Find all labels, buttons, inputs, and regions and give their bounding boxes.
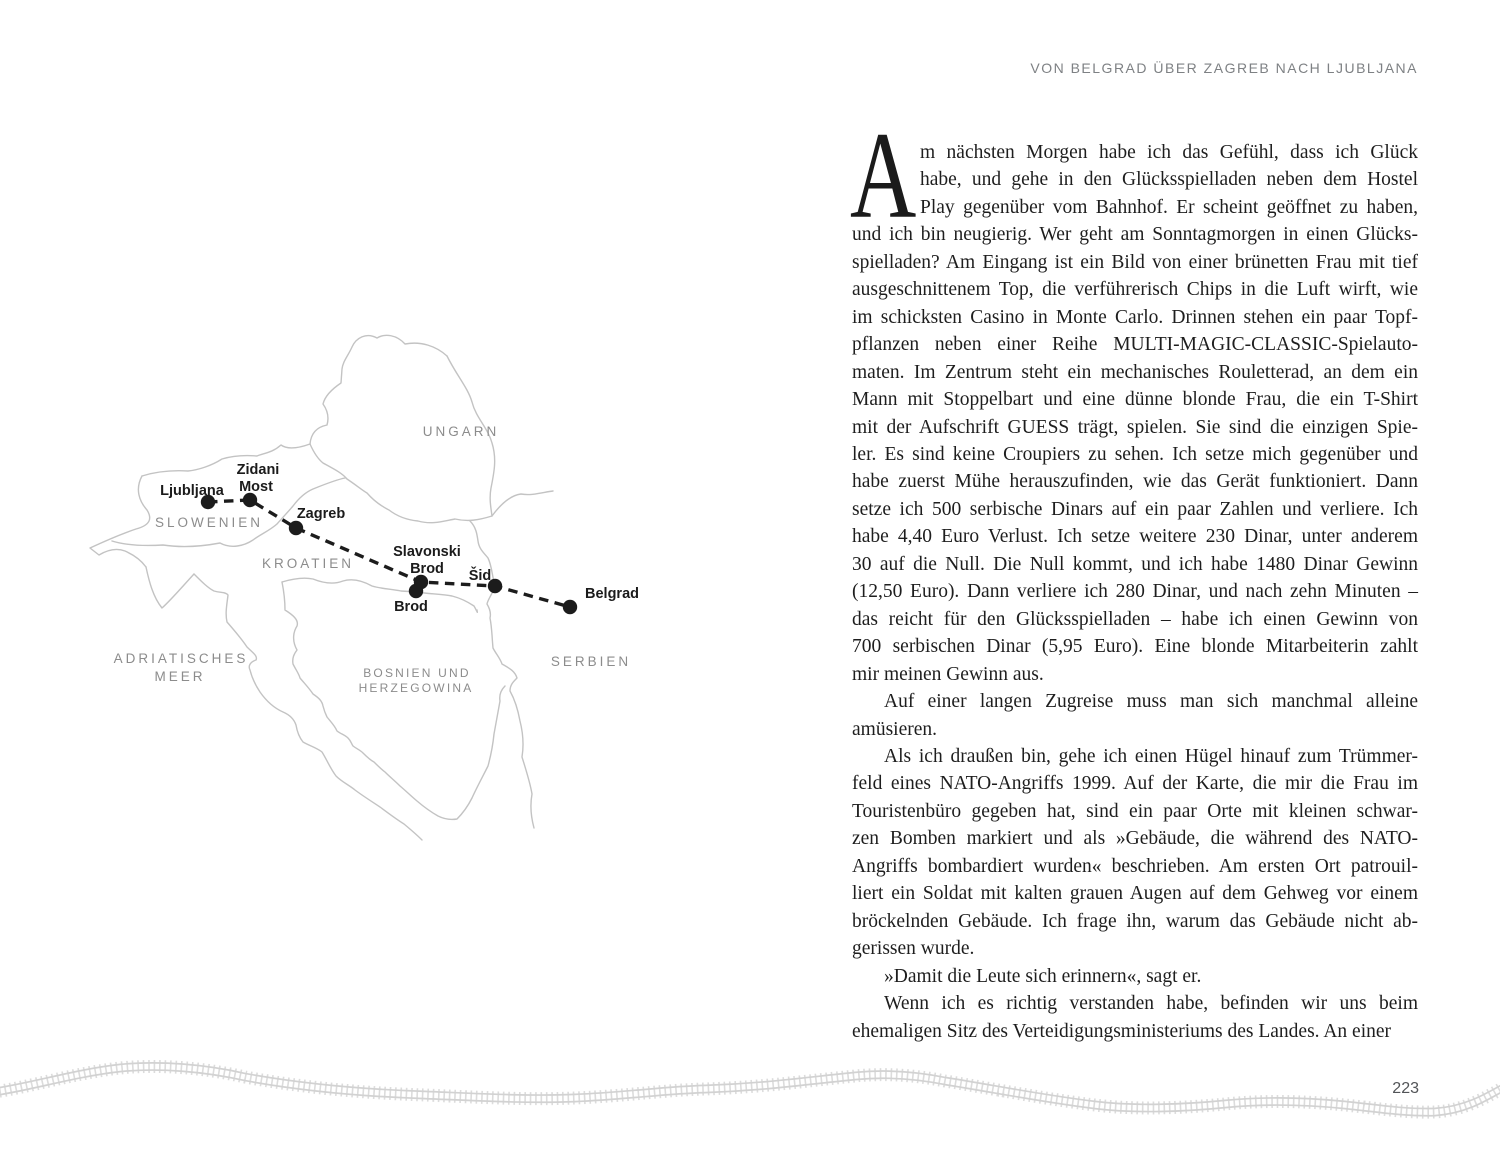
body-line: Touristenbüro gegeben hat, sind ein paar Orte mit kleinen schwar- bbox=[852, 800, 1418, 822]
body-line: ler. Es sind keine Croupiers zu sehen. Ich setze mich gegenüber und bbox=[852, 443, 1418, 465]
station-dot-belgrad bbox=[563, 600, 577, 614]
body-line: liert ein Soldat mit kalten grauen Augen auf dem Gehweg vor einem bbox=[852, 883, 1418, 905]
station-label: Most bbox=[239, 479, 273, 495]
body-line: im schicksten Casino in Monte Carlo. Drinnen stehen ein paar Topf- bbox=[852, 306, 1418, 328]
body-line: bröckelnden Gebäude. Ich frage ihn, warum das Gebäude nicht ab- bbox=[852, 910, 1418, 932]
body-line: feld eines NATO-Angriffs 1999. Auf der Karte, die mir die Frau im bbox=[852, 773, 1418, 795]
station-dot-zagreb bbox=[289, 521, 303, 535]
body-line: Als ich draußen bin, gehe ich einen Hügel hinauf zum Trümmer- bbox=[884, 745, 1418, 767]
body-text bbox=[850, 107, 1418, 1045]
station-label: Ljubljana bbox=[160, 483, 224, 499]
body-line: ehemaligen Sitz des Verteidigungsministeriums des Landes. An einer bbox=[852, 1020, 1392, 1042]
country-label: SERBIEN bbox=[550, 654, 632, 669]
station-label: Šid bbox=[468, 568, 492, 584]
body-line: Mann mit Stoppelbart und eine dünne blonde Frau, die ein T-Shirt bbox=[852, 389, 1418, 411]
country-label: MEER bbox=[154, 669, 206, 684]
body-line: zen Bomben markiert und als »Gebäude, die während des NATO- bbox=[852, 828, 1418, 850]
drop-cap: A bbox=[850, 107, 917, 244]
station-label: Belgrad bbox=[585, 586, 639, 602]
map-illustration bbox=[60, 320, 720, 850]
body-line: Auf einer langen Zugreise muss man sich manchmal alleine bbox=[884, 691, 1418, 713]
body-line: 700 serbischen Dinar (5,95 Euro). Eine blonde Mitarbeiterin zahlt bbox=[852, 636, 1418, 658]
body-line: Angriffs bombardiert wurden« beschrieben. Am ersten Ort patrouil- bbox=[852, 855, 1418, 877]
running-header: VON BELGRAD ÜBER ZAGREB NACH LJUBLJANA bbox=[1030, 60, 1418, 76]
body-line: das reicht für den Glücksspielladen – habe ich einen Gewinn von bbox=[852, 608, 1418, 630]
body-line: Wenn ich es richtig verstanden habe, befinden wir uns beim bbox=[884, 993, 1418, 1015]
station-label: Brod bbox=[394, 599, 428, 615]
body-line: (12,50 Euro). Dann verliere ich 280 Dinar, und nach zehn Minuten – bbox=[852, 581, 1418, 603]
station-label: Brod bbox=[410, 561, 444, 577]
body-line: habe 4,40 Euro Verlust. Ich setze weitere 230 Dinar, unter anderem bbox=[852, 526, 1418, 548]
body-line: ausgeschnittenem Top, die verführerisch Chips in die Luft wirft, wie bbox=[852, 279, 1418, 301]
body-line: habe, und gehe in den Glücksspielladen neben dem Hostel bbox=[920, 169, 1418, 191]
station-dot-brod bbox=[409, 584, 423, 598]
body-line: und ich bin neugierig. Wer geht am Sonntagmorgen in einen Glücks- bbox=[852, 224, 1418, 246]
balkan-map-svg bbox=[60, 320, 720, 850]
railway-track-decoration bbox=[0, 1035, 1500, 1167]
body-line: habe zuerst Mühe herauszufinden, wie das Gerät funktioniert. Dann bbox=[852, 471, 1418, 493]
body-line: 30 auf die Null. Die Null kommt, und ich habe 1480 Dinar Gewinn bbox=[852, 553, 1418, 575]
country-label: ADRIATISCHES bbox=[113, 651, 249, 666]
country-label: UNGARN bbox=[422, 424, 500, 439]
page-number: 223 bbox=[1392, 1080, 1419, 1097]
country-label: SLOWENIEN bbox=[154, 515, 264, 530]
map-labels bbox=[114, 424, 639, 695]
body-line: amüsieren. bbox=[852, 718, 938, 740]
body-line: maten. Im Zentrum steht ein mechanisches Rouletterad, an dem ein bbox=[852, 361, 1418, 383]
station-label: Zagreb bbox=[296, 506, 346, 522]
body-line: spielladen? Am Eingang ist ein Bild von einer brünetten Frau mit tief bbox=[852, 251, 1418, 273]
body-line: pflanzen neben einer Reihe MULTI-MAGIC-CLASSIC-Spielauto- bbox=[852, 334, 1418, 356]
country-label: BOSNIEN UND bbox=[363, 666, 471, 680]
body-line: Play gegenüber vom Bahnhof. Er scheint geöffnet zu haben, bbox=[920, 196, 1418, 218]
body-line: setze ich 500 serbische Dinars auf ein paar Zahlen und verliere. Ich bbox=[852, 498, 1418, 520]
country-label: HERZEGOWINA bbox=[358, 681, 474, 695]
body-line: mit der Aufschrift GUESS trägt, spielen. Sie sind die einzigen Spie- bbox=[852, 416, 1418, 438]
body-line: »Damit die Leute sich erinnern«, sagt er. bbox=[884, 965, 1202, 987]
country-borders bbox=[90, 335, 553, 840]
station-dots bbox=[201, 493, 577, 614]
body-line: m nächsten Morgen habe ich das Gefühl, dass ich Glück bbox=[920, 142, 1418, 163]
body-line: mir meinen Gewinn aus. bbox=[852, 663, 1044, 685]
country-label: KROATIEN bbox=[261, 556, 355, 571]
station-label: Zidani bbox=[236, 462, 280, 478]
station-label: Slavonski bbox=[393, 544, 461, 560]
body-line: gerissen wurde. bbox=[852, 938, 975, 960]
